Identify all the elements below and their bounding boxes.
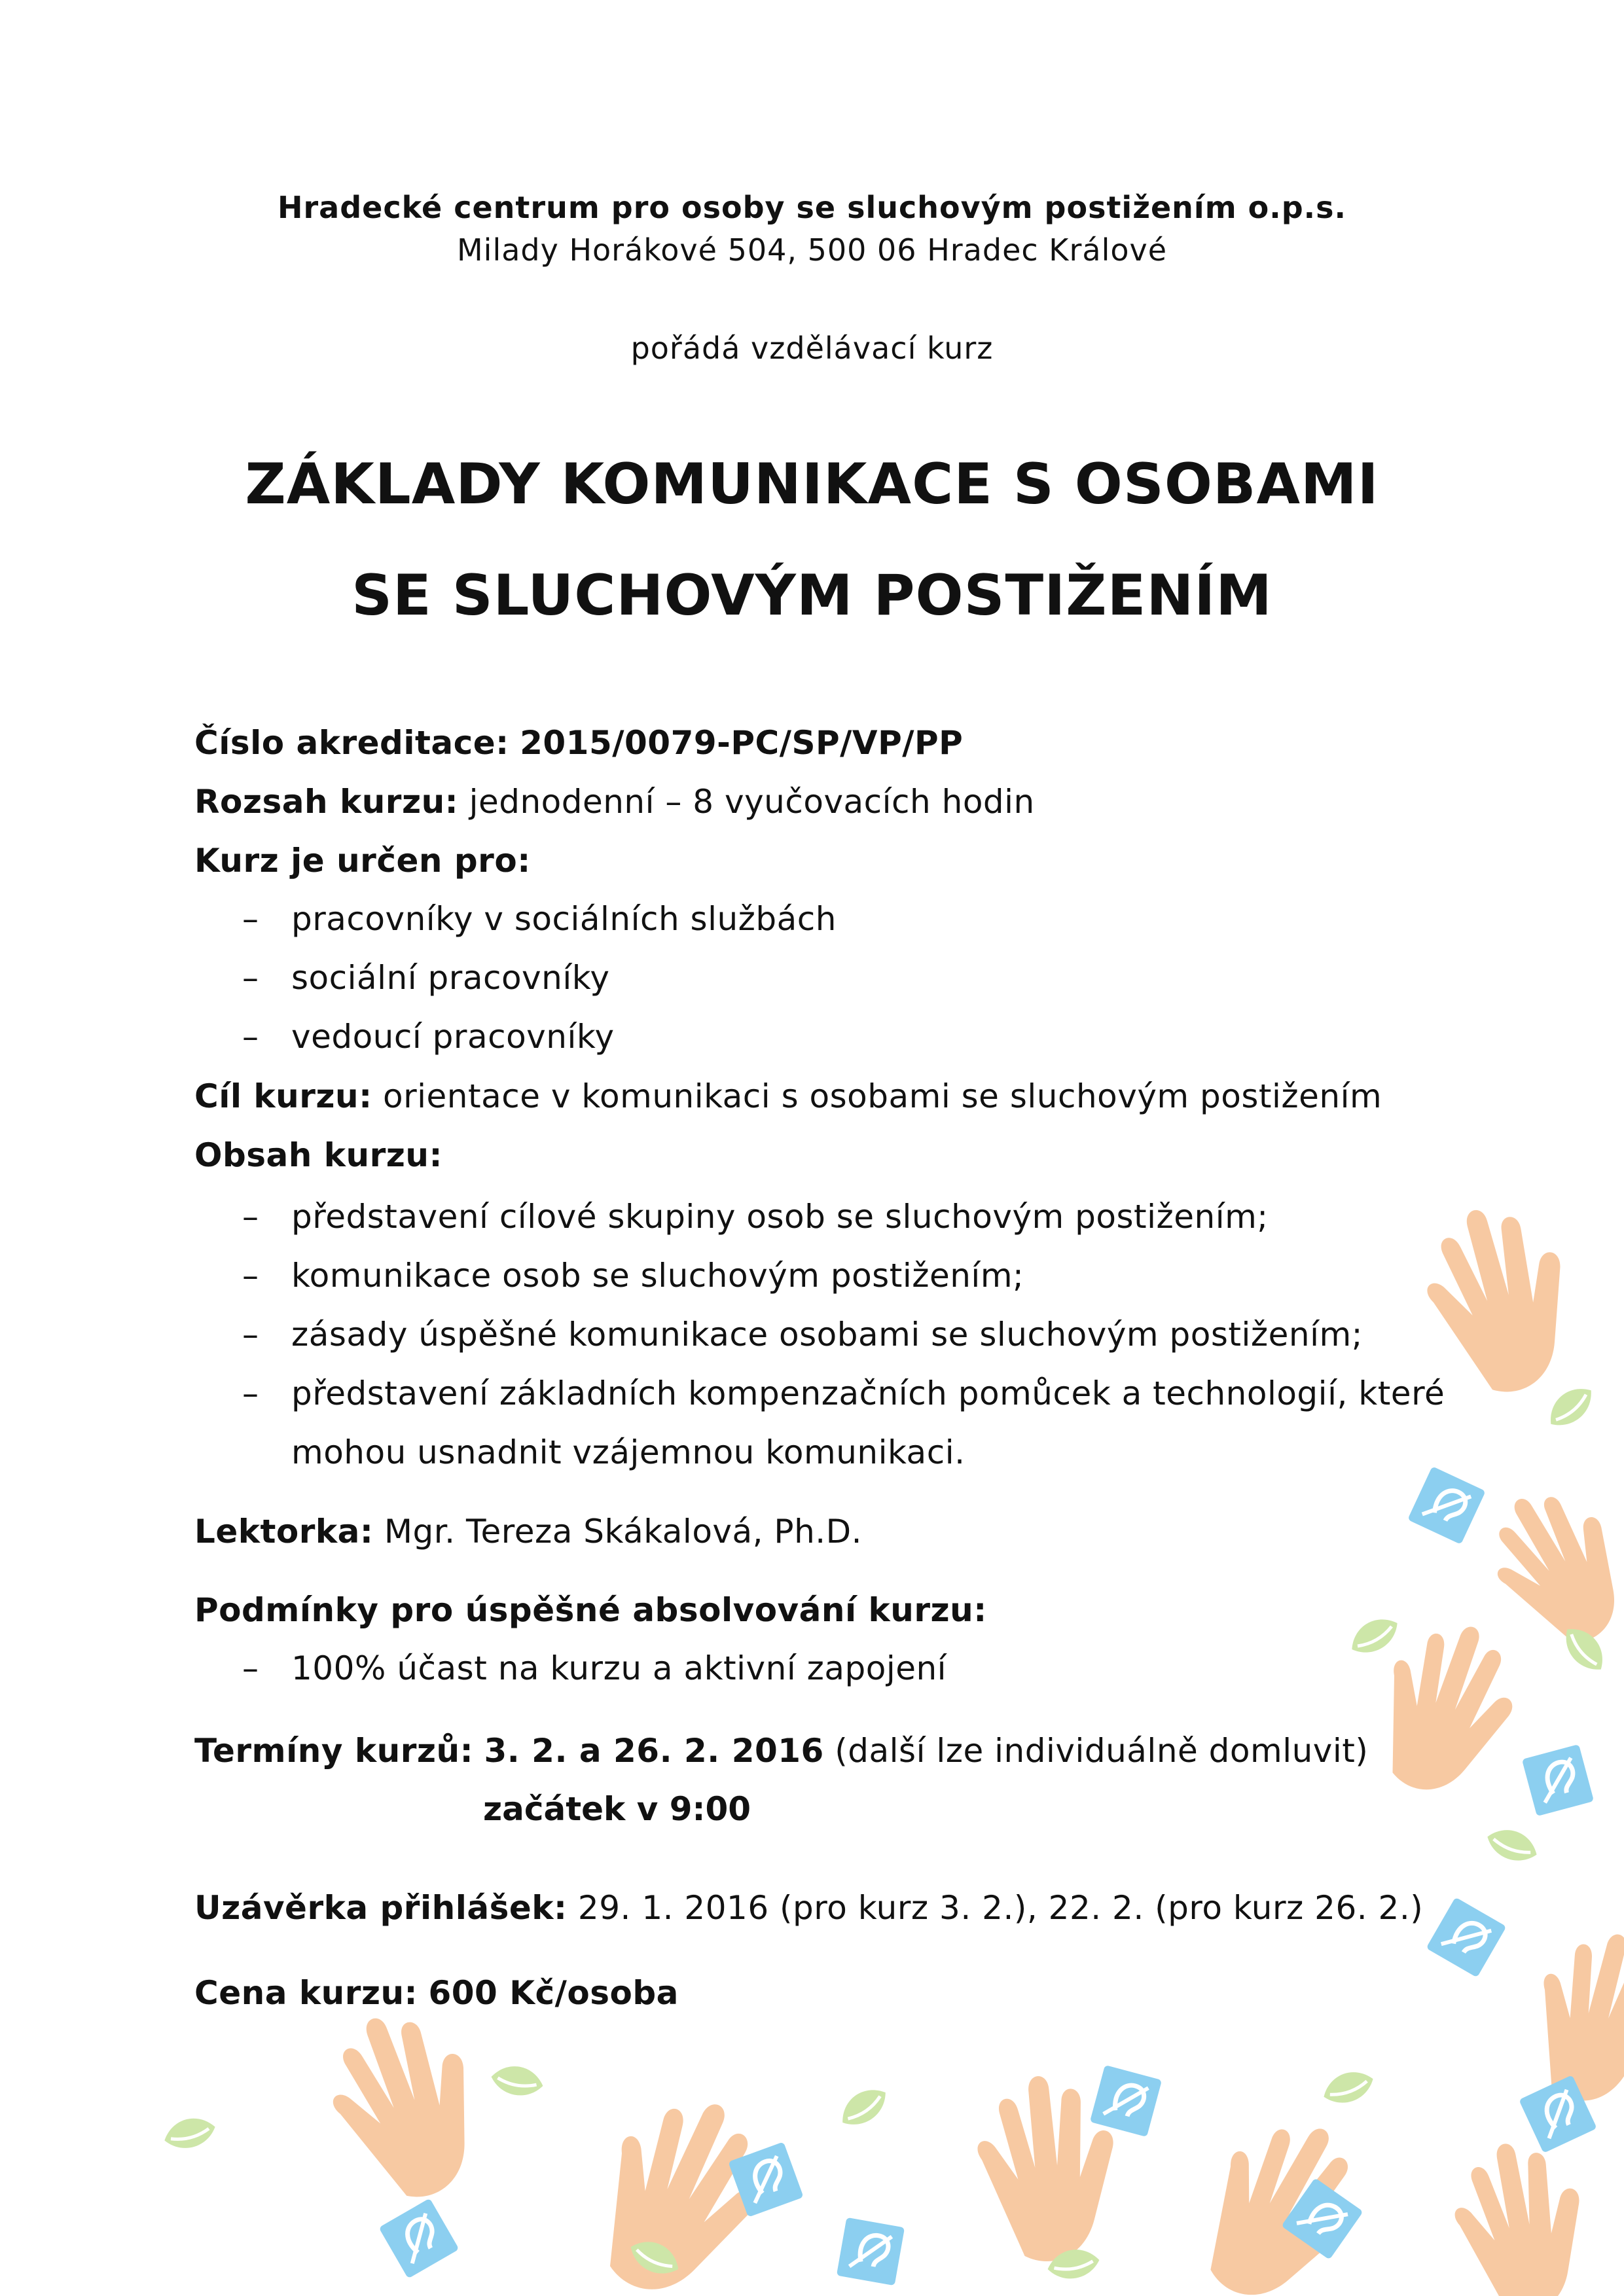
- conditions-label: Podmínky pro úspěšné absolvování kurzu:: [194, 1591, 987, 1629]
- dash-bullet: –: [242, 1018, 259, 1056]
- hand-icon: [1181, 2100, 1381, 2296]
- dates-value: 3. 2. a 26. 2. 2016: [484, 1732, 824, 1770]
- price-label: Cena kurzu:: [194, 1974, 418, 2012]
- goal-row: [194, 1077, 1382, 1116]
- list-item: – pracovníky v sociálních službách: [242, 900, 837, 938]
- price-row: [194, 1973, 679, 2013]
- organization-address: Milady Horákové 504, 500 06 Hradec Králové: [456, 232, 1168, 268]
- list-item: – vedoucí pracovníky: [242, 1018, 615, 1056]
- dates-note: (další lze individuálně domluvit): [835, 1732, 1369, 1770]
- organization-name: Hradecké centrum pro osoby se sluchovým postižením o.p.s.: [278, 190, 1346, 225]
- lecturer-row: [194, 1512, 862, 1551]
- ear-icon: [1407, 1466, 1486, 1545]
- ear-icon: [379, 2198, 460, 2279]
- start-time: začátek v 9:00: [483, 1790, 751, 1828]
- goal-label: Cíl kurzu:: [194, 1077, 372, 1115]
- lips-icon: [834, 2081, 893, 2134]
- accreditation-value: 2015/0079-PC/SP/VP/PP: [520, 724, 964, 762]
- dash-bullet: –: [242, 1374, 259, 1412]
- ear-icon: [1522, 1744, 1594, 1816]
- dash-bullet: –: [242, 1649, 259, 1687]
- scope-row: [194, 782, 1035, 821]
- accreditation-label: Číslo akreditace:: [194, 724, 509, 762]
- lecturer-label: Lektorka:: [194, 1513, 374, 1551]
- dates-row: [194, 1731, 1368, 1770]
- hand-icon: [308, 1992, 508, 2217]
- lips-icon: [1483, 1823, 1542, 1867]
- dash-bullet: –: [242, 1257, 259, 1295]
- organizes-text: pořádá vzdělávací kurz: [630, 331, 994, 366]
- scope-value: jednodenní – 8 vyučovacích hodin: [469, 783, 1035, 821]
- audience-label: Kurz je určen pro:: [194, 842, 531, 880]
- accreditation-row: [194, 723, 963, 762]
- dates-label: Termíny kurzů:: [194, 1732, 474, 1770]
- list-item: – představení základních kompenzačních pomůcek a technologií, které: [242, 1374, 1445, 1412]
- dash-bullet: –: [242, 900, 259, 938]
- hand-icon: [1468, 1469, 1624, 1663]
- price-value: 600 Kč/osoba: [428, 1974, 679, 2012]
- dash-bullet: –: [242, 1316, 259, 1354]
- deadline-row: [194, 1888, 1423, 1928]
- deadline-value: 29. 1. 2016 (pro kurz 3. 2.), 22. 2. (pro kurz 26. 2.): [577, 1889, 1424, 1927]
- course-title-line1: ZÁKLADY KOMUNIKACE S OSOBAMI: [245, 452, 1379, 517]
- dash-bullet: –: [242, 959, 259, 997]
- ear-icon: [1426, 1897, 1507, 1978]
- list-item-continuation: mohou usnadnit vzájemnou komunikaci.: [291, 1433, 965, 1471]
- lips-icon: [489, 2062, 545, 2100]
- lips-icon: [1319, 2065, 1378, 2109]
- list-item: – zásady úspěšné komunikace osobami se sluchovým postižením;: [242, 1316, 1363, 1354]
- list-item: – 100% účast na kurzu a aktivní zapojení: [242, 1649, 947, 1687]
- scope-label: Rozsah kurzu:: [194, 783, 459, 821]
- deadline-label: Uzávěrka přihlášek:: [194, 1889, 568, 1927]
- lips-icon: [161, 2113, 219, 2154]
- lips-icon: [1344, 1611, 1404, 1662]
- lecturer-value: Mgr. Tereza Skákalová, Ph.D.: [384, 1513, 863, 1551]
- hand-icon: [1440, 2128, 1604, 2296]
- course-title-line2: SE SLUCHOVÝM POSTIŽENÍM: [352, 563, 1272, 628]
- list-item: – představení cílové skupiny osob se sluchovým postižením;: [242, 1198, 1269, 1236]
- ear-icon: [837, 2217, 905, 2286]
- lips-icon: [1542, 1379, 1600, 1435]
- ear-icon: [1090, 2065, 1162, 2137]
- dash-bullet: –: [242, 1198, 259, 1236]
- content-label: Obsah kurzu:: [194, 1136, 442, 1174]
- list-item: – komunikace osob se sluchovým postižením;: [242, 1257, 1024, 1295]
- goal-value: orientace v komunikaci s osobami se sluchovým postižením: [382, 1077, 1382, 1115]
- list-item: – sociální pracovníky: [242, 959, 610, 997]
